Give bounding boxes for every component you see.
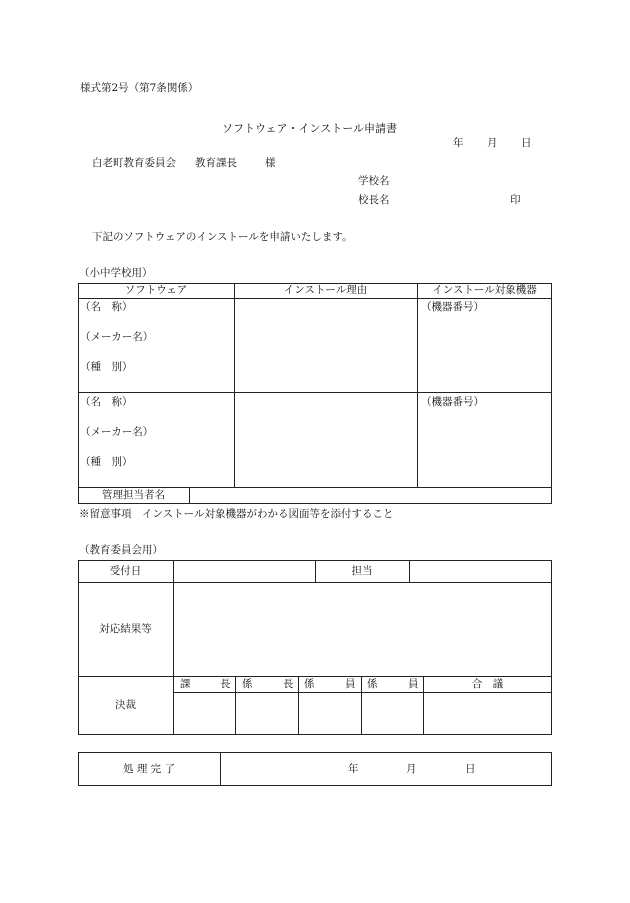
date-year-label: 年: [453, 137, 464, 149]
approver-header-divider: [173, 692, 552, 693]
approver3-right: 員: [345, 678, 356, 690]
attachment-note: ※留意事項 インストール対象機器がわかる図面等を添付すること: [79, 508, 394, 520]
entry2-maker-label: （メーカー名）: [80, 426, 154, 438]
completion-divider: [220, 752, 221, 786]
entry1-name-label: （名 称）: [80, 301, 133, 313]
addressee-role: 教育課長: [195, 157, 237, 169]
seal-mark: 印: [510, 194, 521, 206]
completion-year-label: 年: [348, 763, 359, 775]
completion-day-label: 日: [465, 763, 476, 775]
date-month-label: 月: [487, 137, 498, 149]
entry1-maker-label: （メーカー名）: [80, 331, 154, 343]
completion-month-label: 月: [406, 763, 417, 775]
date-day-label: 日: [521, 137, 532, 149]
col-divider-1: [234, 283, 235, 487]
result-label: 対応結果等: [99, 622, 152, 635]
approver-divider-1: [235, 676, 236, 735]
board-section-caption: （教育委員会用）: [79, 544, 163, 556]
approver1-left: 課: [180, 678, 191, 690]
entry1-device-number-label: （機器番号）: [421, 301, 484, 313]
entry1-type-label: （種 別）: [80, 361, 133, 373]
addressee-honorific: 様: [265, 157, 276, 169]
approver2-left: 係: [242, 678, 253, 690]
completion-label: 処 理 完 了: [122, 762, 175, 775]
document-title: ソフトウェア・インストール申請書: [222, 122, 398, 135]
row-divider: [78, 392, 552, 393]
school-section-caption: （小中学校用）: [79, 267, 153, 279]
form-number: 様式第2号（第7条関係）: [80, 82, 199, 94]
consult-label: 合 議: [471, 677, 504, 690]
received-date-label: 受付日: [109, 564, 142, 577]
col-divider-2: [417, 283, 418, 487]
approver3-left: 係: [304, 678, 315, 690]
manager-label: 管理担当者名: [102, 489, 165, 502]
decision-label: 決裁: [115, 699, 136, 712]
manager-divider: [189, 487, 190, 504]
school-name-label: 学校名: [358, 175, 390, 187]
entry2-type-label: （種 別）: [80, 456, 133, 468]
approver1-right: 長: [220, 678, 231, 690]
header-software: ソフトウェア: [124, 284, 188, 297]
approver-divider-2: [298, 676, 299, 735]
request-text: 下記のソフトウェアのインストールを申請いたします。: [92, 231, 353, 243]
board-label-divider: [173, 560, 174, 735]
approver2-right: 長: [283, 678, 294, 690]
entry2-name-label: （名 称）: [80, 396, 133, 408]
approver-divider-3: [361, 676, 362, 735]
charge-right-divider: [409, 560, 410, 582]
principal-name-label: 校長名: [358, 194, 390, 206]
charge-label: 担当: [351, 564, 373, 577]
table-frame: [78, 283, 552, 504]
approver4-left: 係: [367, 678, 378, 690]
addressee-org: 白老町教育委員会: [92, 157, 176, 169]
header-reason: インストール理由: [283, 284, 368, 297]
approver4-right: 員: [408, 678, 419, 690]
header-device: インストール対象機器: [432, 284, 537, 297]
header-divider: [78, 298, 552, 299]
entry2-device-number-label: （機器番号）: [421, 396, 484, 408]
